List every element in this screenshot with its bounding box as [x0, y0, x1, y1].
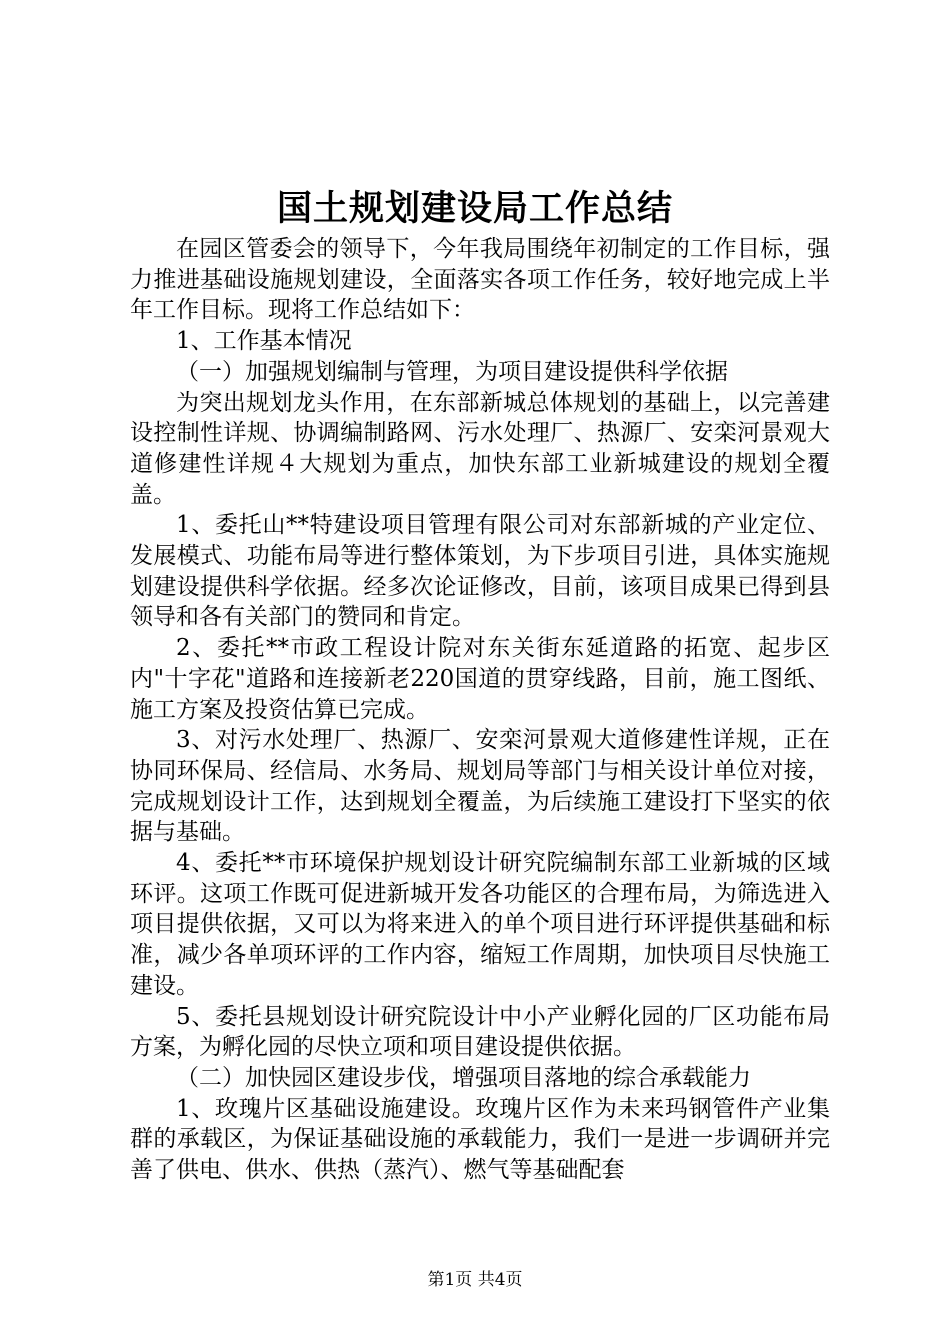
list-item-paragraph: 4、委托**市环境保护规划设计研究院编制东部工业新城的区域环评。这项工作既可促进新城开发各功能区的合理布局，为筛选进入项目提供依据，又可以为将来进入的单个项目进行环评提供基础和标准，减少各单项环评的工作内容，缩短工作周期，加快项目尽快施工建设。	[130, 850, 830, 999]
intro-paragraph: 在园区管委会的领导下，今年我局围绕年初制定的工作目标，强力推进基础设施规划建设，全面落实各项工作任务，较好地完成上半年工作目标。现将工作总结如下：	[130, 236, 830, 324]
section-heading: 1、工作基本情况	[176, 328, 352, 355]
page-footer: 第1页 共4页	[427, 1270, 523, 1290]
subsection-heading: （一）加强规划编制与管理，为项目建设提供科学依据	[176, 358, 728, 385]
list-item-paragraph: 3、对污水处理厂、热源厂、安栾河景观大道修建性详规，正在协同环保局、经信局、水务局、规划局等部门与相关设计单位对接，完成规划设计工作，达到规划全覆盖，为后续施工建设打下坚实的依据与基础。	[130, 727, 830, 846]
list-item-paragraph: 5、委托县规划设计研究院设计中小产业孵化园的厂区功能布局方案，为孵化园的尽快立项和项目建设提供依据。	[130, 1003, 830, 1061]
document-body	[130, 234, 830, 1186]
subsection-heading: （二）加快园区建设步伐，增强项目落地的综合承载能力	[176, 1064, 751, 1091]
list-item-paragraph: 1、委托山**特建设项目管理有限公司对东部新城的产业定位、发展模式、功能布局等进行整体策划，为下步项目引进，具体实施规划建设提供科学依据。经多次论证修改，目前，该项目成果已得到县领导和各有关部门的赞同和肯定。	[130, 512, 830, 631]
list-item-paragraph: 2、委托**市政工程设计院对东关街东延道路的拓宽、起步区内"十字花"道路和连接新老220国道的贯穿线路，目前，施工图纸、施工方案及投资估算已完成。	[130, 635, 830, 723]
body-paragraph: 为突出规划龙头作用，在东部新城总体规划的基础上，以完善建设控制性详规、协调编制路网、污水处理厂、热源厂、安栾河景观大道修建性详规４大规划为重点，加快东部工业新城建设的规划全覆盖。	[130, 389, 830, 508]
document-title: 国土规划建设局工作总结	[276, 188, 673, 229]
list-item-paragraph: 1、玫瑰片区基础设施建设。玫瑰片区作为未来玛钢管件产业集群的承载区，为保证基础设施的承载能力，我们一是进一步调研并完善了供电、供水、供热（蒸汽）、燃气等基础配套	[130, 1095, 830, 1184]
